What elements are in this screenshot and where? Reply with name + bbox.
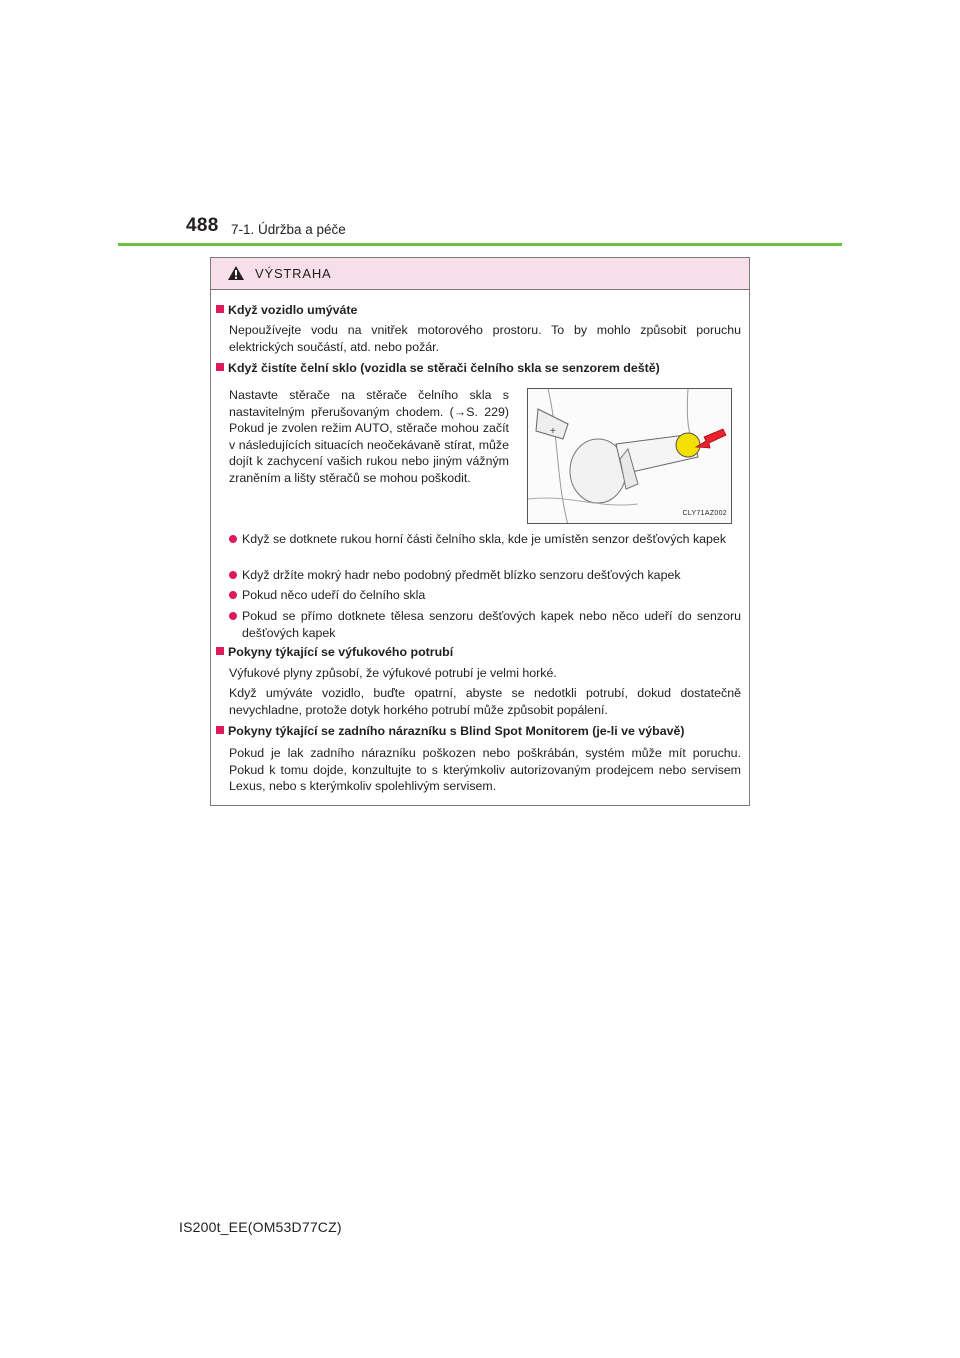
square-bullet-icon (216, 363, 224, 371)
svg-text:+: + (550, 426, 556, 437)
bullet-dot-icon (229, 591, 237, 599)
header-rule (118, 243, 842, 246)
warning-title: VÝSTRAHA (255, 266, 332, 281)
list-item: Pokud něco udeří do čelního skla (216, 587, 741, 604)
list-item: Pokud se přímo dotknete tělesa senzoru dešťových kapek nebo něco udeří do senzoru dešťových kapek (216, 608, 741, 641)
section-paragraph: Výfukové plyny způsobí, že výfukové potrubí je velmi horké. (229, 666, 557, 680)
section-title: 7-1. Údržba a péče (231, 222, 346, 237)
list-item: Když se dotknete rukou horní části čelního skla, kde je umístěn senzor dešťových kapek (216, 531, 741, 548)
square-bullet-icon (216, 647, 224, 655)
square-bullet-icon (216, 305, 224, 313)
section-paragraph: Nepoužívejte vodu na vnitřek motorového prostoru. To by mohlo způsobit poruchu elektrických součástí, atd. nebo požár. (229, 323, 741, 354)
warning-header (211, 258, 749, 290)
wiper-switch-illustration (527, 388, 732, 524)
bullet-dot-icon (229, 535, 237, 543)
section-paragraph: Pokud je lak zadního nárazníku poškozen nebo poškrábán, systém může mít poruchu. Pokud k tomu dojde, konzultujte to s kterýmkoliv autorizovaným prodejcem nebo servisem Lexus, nebo s kterýmkoliv spolehlivým servisem. (229, 746, 741, 793)
section-heading-exhaust: Pokyny týkající se výfukového potrubí (216, 644, 744, 661)
warning-triangle-icon (227, 265, 245, 281)
bullet-dot-icon (229, 612, 237, 620)
footer-model-code: IS200t_EE(OM53D77CZ) (179, 1219, 342, 1235)
warning-box (210, 257, 750, 806)
section-intro: Nastavte stěrače na stěrače čelního skla s nastavitelným přerušovaným chodem. (→S. 229) Pokud je zvolen režim AUTO, stěrače mohou začít v následujících situacích neočekávaně stírat, může dojít k zachycení vašich rukou nebo jiným vážným zraněním a lišty stěračů se mohou poškodit. (229, 388, 509, 485)
list-item: Když držíte mokrý hadr nebo podobný předmět blízko senzoru dešťových kapek (216, 567, 741, 584)
page-number: 488 (186, 215, 219, 236)
bullet-dot-icon (229, 571, 237, 579)
section-heading-windshield: Když čistíte čelní sklo (vozidla se stěrači čelního skla se senzorem deště) (216, 360, 744, 377)
section-heading-bumper: Pokyny týkající se zadního nárazníku s Blind Spot Monitorem (je-li ve výbavě) (216, 723, 744, 740)
section-heading-washing: Když vozidlo umýváte (216, 302, 744, 319)
section-paragraph: Když umýváte vozidlo, buďte opatrní, abyste se nedotkli potrubí, dokud dostatečně nevychladne, protože dotyk horkého potrubí může způsobit popálení. (229, 686, 741, 717)
figure-code: CLY71AZ002 (682, 509, 727, 517)
square-bullet-icon (216, 726, 224, 734)
